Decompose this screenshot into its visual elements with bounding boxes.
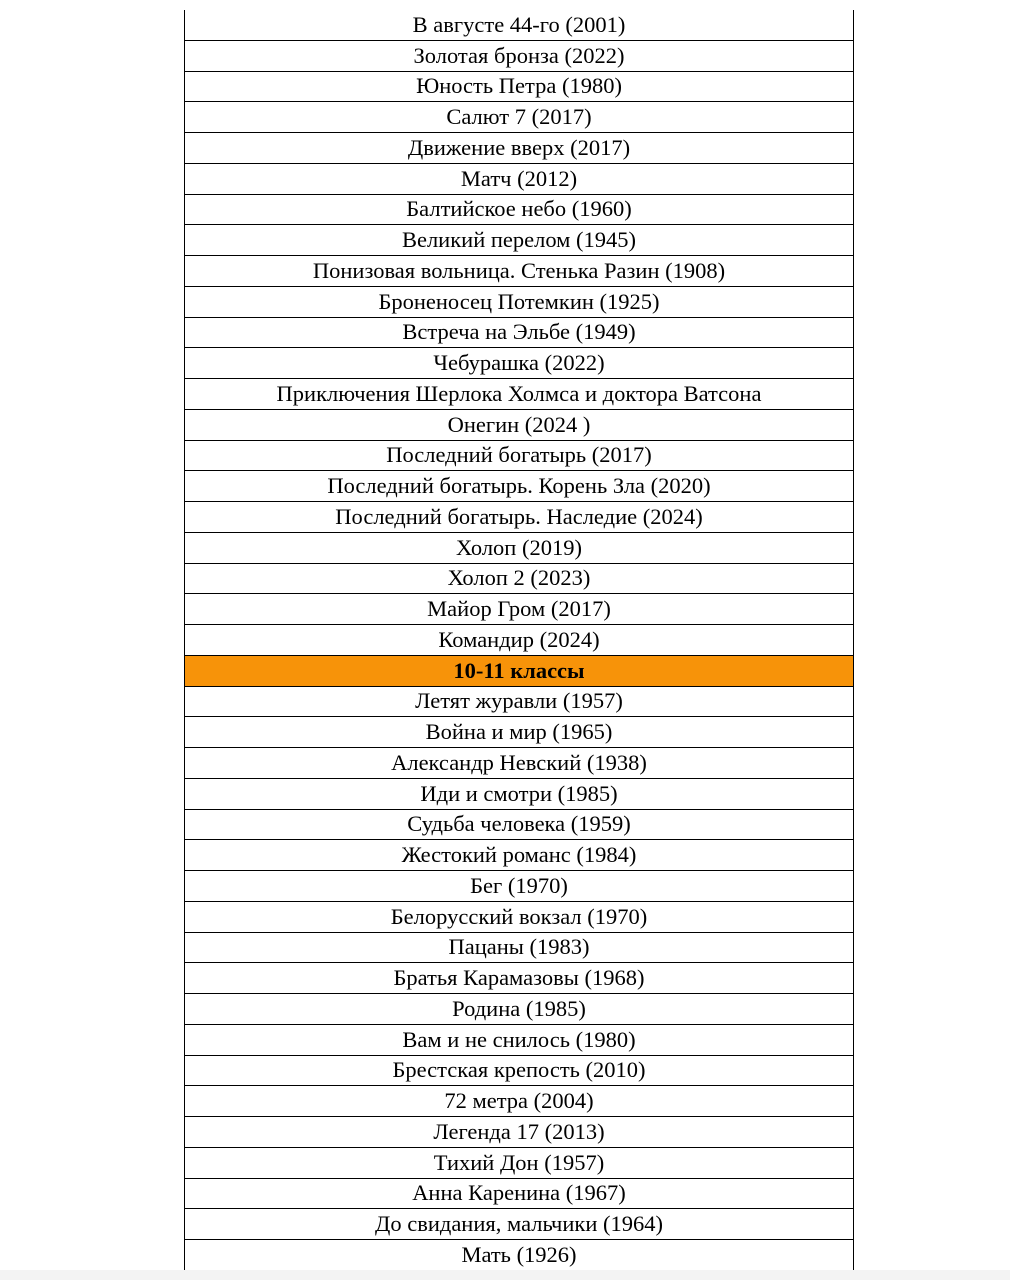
film-row (185, 840, 854, 871)
film-row (185, 809, 854, 840)
film-title-cell: До свидания, мальчики (1964) (185, 1209, 854, 1240)
film-title-cell: Братья Карамазовы (1968) (185, 963, 854, 994)
film-row (185, 348, 854, 379)
film-row (185, 409, 854, 440)
film-title-cell: Чебурашка (2022) (185, 348, 854, 379)
page-bottom-edge (0, 1270, 1010, 1280)
film-title-cell: Легенда 17 (2013) (185, 1117, 854, 1148)
film-row (185, 1117, 854, 1148)
film-title-cell: Салют 7 (2017) (185, 102, 854, 133)
film-row (185, 1178, 854, 1209)
film-title-cell: Летят журавли (1957) (185, 686, 854, 717)
film-row (185, 532, 854, 563)
film-title-cell: Майор Гром (2017) (185, 594, 854, 625)
film-row (185, 40, 854, 71)
film-row (185, 932, 854, 963)
film-row (185, 163, 854, 194)
film-title-cell: Броненосец Потемкин (1925) (185, 286, 854, 317)
film-title-cell: Мать (1926) (185, 1240, 854, 1271)
film-row (185, 379, 854, 410)
film-title-cell: Судьба человека (1959) (185, 809, 854, 840)
film-row (185, 901, 854, 932)
film-row (185, 1086, 854, 1117)
section-header-row (185, 655, 854, 686)
film-row (185, 502, 854, 533)
film-row (185, 133, 854, 164)
film-row (185, 471, 854, 502)
film-row (185, 194, 854, 225)
film-title-cell: Анна Каренина (1967) (185, 1178, 854, 1209)
film-title-cell: Брестская крепость (2010) (185, 1055, 854, 1086)
film-row (185, 1147, 854, 1178)
film-row (185, 225, 854, 256)
film-title-cell: Иди и смотри (1985) (185, 778, 854, 809)
film-row (185, 625, 854, 656)
film-title-cell: Приключения Шерлока Холмса и доктора Ватсона (185, 379, 854, 410)
film-row (185, 871, 854, 902)
film-list-table (184, 10, 854, 1271)
film-row (185, 748, 854, 779)
film-title-cell: Онегин (2024 ) (185, 409, 854, 440)
film-title-cell: Вам и не снилось (1980) (185, 1024, 854, 1055)
film-row (185, 994, 854, 1025)
film-row (185, 594, 854, 625)
film-row (185, 256, 854, 287)
film-title-cell: Пацаны (1983) (185, 932, 854, 963)
film-title-cell: Война и мир (1965) (185, 717, 854, 748)
film-row (185, 1024, 854, 1055)
film-row (185, 717, 854, 748)
film-title-cell: Бег (1970) (185, 871, 854, 902)
film-title-cell: Александр Невский (1938) (185, 748, 854, 779)
film-row (185, 440, 854, 471)
film-title-cell: Белорусский вокзал (1970) (185, 901, 854, 932)
film-title-cell: Холоп (2019) (185, 532, 854, 563)
film-title-cell: В августе 44-го (2001) (185, 10, 854, 40)
film-title-cell: 72 метра (2004) (185, 1086, 854, 1117)
film-row (185, 563, 854, 594)
film-title-cell: Последний богатырь (2017) (185, 440, 854, 471)
film-row (185, 1240, 854, 1271)
film-title-cell: Великий перелом (1945) (185, 225, 854, 256)
film-title-cell: Последний богатырь. Корень Зла (2020) (185, 471, 854, 502)
section-header-label: 10-11 классы (185, 655, 854, 686)
film-row (185, 686, 854, 717)
film-row (185, 71, 854, 102)
film-title-cell: Жестокий романс (1984) (185, 840, 854, 871)
film-row (185, 1055, 854, 1086)
film-title-cell: Тихий Дон (1957) (185, 1147, 854, 1178)
film-title-cell: Балтийское небо (1960) (185, 194, 854, 225)
film-title-cell: Последний богатырь. Наследие (2024) (185, 502, 854, 533)
film-row (185, 286, 854, 317)
film-list-body (185, 10, 854, 1270)
film-title-cell: Понизовая вольница. Стенька Разин (1908) (185, 256, 854, 287)
film-title-cell: Холоп 2 (2023) (185, 563, 854, 594)
film-title-cell: Юность Петра (1980) (185, 71, 854, 102)
film-title-cell: Встреча на Эльбе (1949) (185, 317, 854, 348)
film-row (185, 102, 854, 133)
film-title-cell: Движение вверх (2017) (185, 133, 854, 164)
film-title-cell: Командир (2024) (185, 625, 854, 656)
film-row (185, 317, 854, 348)
film-title-cell: Золотая бронза (2022) (185, 40, 854, 71)
film-title-cell: Матч (2012) (185, 163, 854, 194)
film-row (185, 963, 854, 994)
film-row (185, 778, 854, 809)
film-row (185, 1209, 854, 1240)
film-row (185, 10, 854, 40)
film-title-cell: Родина (1985) (185, 994, 854, 1025)
